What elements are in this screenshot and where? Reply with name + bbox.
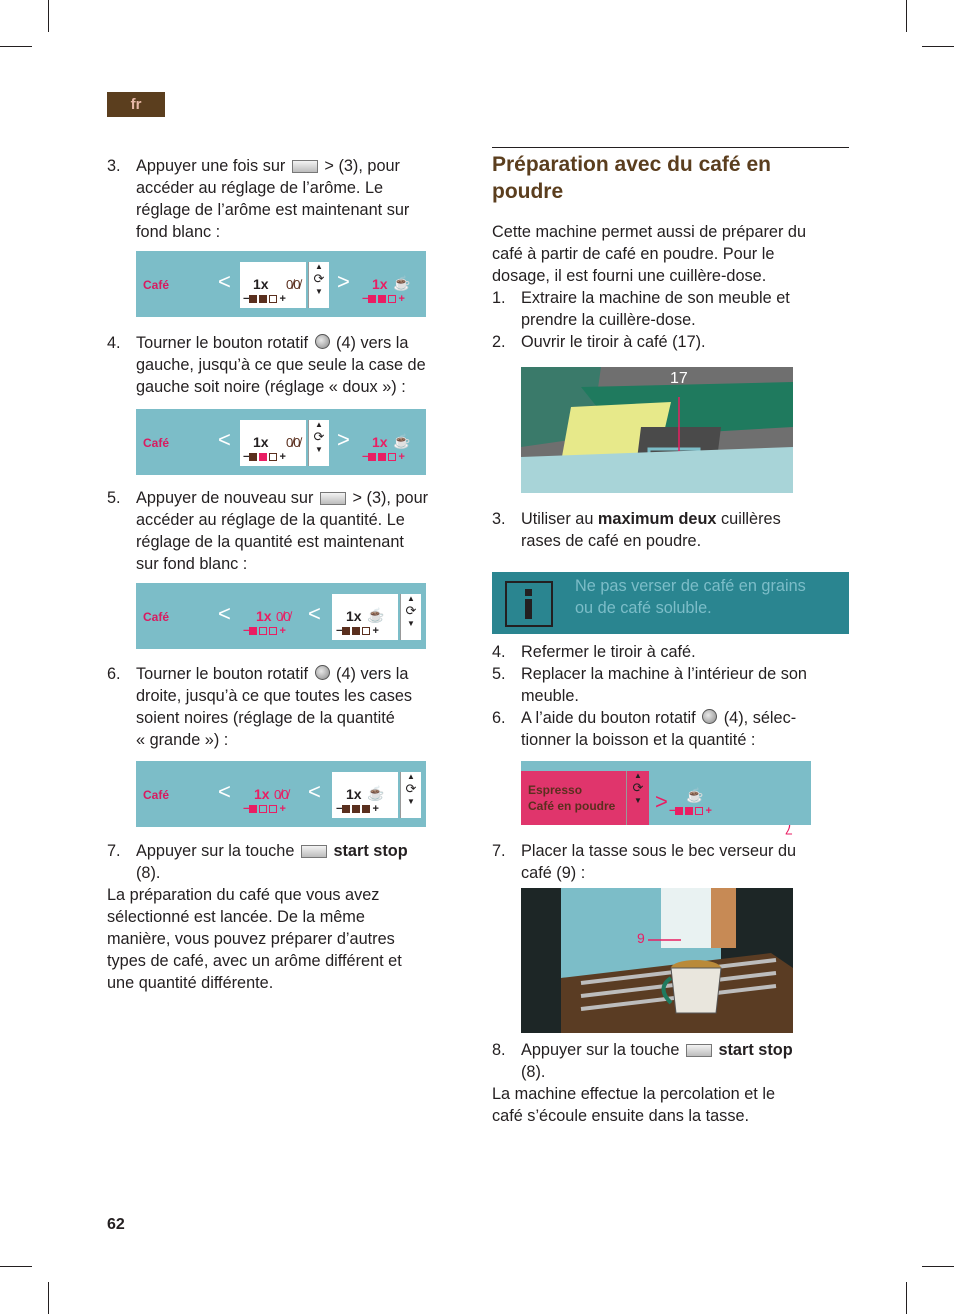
step-3 [107,155,467,243]
chevron-left-icon: < [218,779,231,804]
display-label: Café [143,610,170,624]
callout-9: 9 [637,930,645,946]
step-text: > (3), pour [352,489,429,507]
display-aroma-mild [136,409,426,475]
step-r1: 1. Extraire la machine de son meuble et prendre la cuillère-dose. [492,289,790,329]
quantity-scale: − + [362,293,405,305]
count: 1x [372,276,388,292]
step-text: gauche, jusqu’à ce que seule la case de [136,356,426,374]
step-number: 6. [107,665,121,683]
button-icon [292,160,318,173]
page-number: 62 [107,1216,125,1233]
crop-mark [922,1266,954,1267]
scroll-bar: ▲ ⟳ ▼ [400,772,421,818]
rotary-knob-icon [315,665,330,680]
scroll-bar: ▲ ⟳ ▼ [626,771,649,825]
chevron-left-icon: < [218,427,231,452]
language-tab: fr [107,92,165,117]
step-number: 4. [107,334,121,352]
display-quantity-selected [136,583,426,649]
coffee-drawer-figure [521,367,793,493]
drink-line-2: Café en poudre [528,799,616,813]
quantity-scale: − + [336,803,379,815]
strength-scale: − + [243,625,286,637]
chevron-right-icon: > [337,427,350,452]
beans-icon: 0̸0̸ [286,435,301,450]
display-label: Café [143,278,170,292]
count: 1x [256,608,272,624]
step-r5: 5. Replacer la machine à l’intérieur de son meuble. [492,665,807,705]
strength-scale: − + [243,451,286,463]
strength-scale: − + [243,293,286,305]
crop-mark [922,46,954,47]
step-7 [107,840,467,884]
step-number: 5. [107,489,121,507]
count: 1x [253,434,269,450]
info-box: Ne pas verser de café en grains ou de café soluble. [492,572,849,634]
cup-icon: ☕ [393,275,411,291]
count: 1x [254,786,270,802]
scroll-bar: ▲ ⟳ ▼ [308,420,329,466]
drink-line-1: Espresso [528,783,583,797]
crop-mark [48,0,49,32]
count: 1x [372,434,388,450]
chevron-left-icon: < [308,601,321,626]
section-rule [492,147,849,148]
scroll-bar: ▲ ⟳ ▼ [308,262,329,308]
strength-scale: − + [243,803,286,815]
step-6 [107,663,467,751]
step-text: réglage de la quantité est maintenant [136,533,404,551]
chevron-right-icon: > [655,789,668,814]
cup-icon: ☕ [393,433,411,449]
step-text: > (3), pour [324,157,400,175]
step-text: Tourner le bouton rotatif [136,665,308,683]
beans-icon: 0̸0̸ [286,277,301,292]
step-r3: 3. Utiliser au maximum deux cuillères rases de café en poudre. [492,510,781,550]
start-stop-label: start stop [333,842,408,860]
step-text: accéder au réglage de la quantité. Le [136,511,405,529]
crop-mark [906,0,907,32]
step-text: (4) vers la [336,334,409,352]
button-icon [301,845,327,858]
display-label: Café [143,436,170,450]
step-text: Appuyer une fois sur [136,157,286,175]
step-r8: 8. Appuyer sur la touche start stop (8). [492,1041,793,1081]
cup-icon: ☕ [367,785,385,801]
count: 1x [253,276,269,292]
step-text: droite, jusqu’à ce que toutes les cases [136,687,413,705]
crop-mark [0,46,32,47]
chevron-left-icon: < [308,779,321,804]
left-paragraph: La préparation du café que vous avez sélectionné est lancée. De la même manière, vous pouvez préparer d’autres types de café, avec un arôme différent et une quantité différente. [107,886,402,992]
count: 1x [346,786,362,802]
count: 1x [346,608,362,624]
crop-mark [48,1282,49,1314]
quantity-scale: − + [362,451,405,463]
chevron-left-icon: < [218,601,231,626]
display-label: Café [143,788,170,802]
callout-7: 7 [785,822,793,838]
step-text: (8). [136,864,161,882]
step-text: Appuyer de nouveau sur [136,489,314,507]
quantity-scale: − + [669,805,712,817]
step-text: accéder au réglage de l’arôme. Le [136,179,384,197]
crop-mark [0,1266,32,1267]
step-4 [107,332,467,398]
info-icon [505,581,553,627]
step-r4: 4. Refermer le tiroir à café. [492,643,696,661]
step-5 [107,487,467,575]
chevron-left-icon: < [218,269,231,294]
step-r6: 6. A l’aide du bouton rotatif (4), sélec- tionner la boisson et la quantité : [492,709,797,749]
display-espresso [521,761,811,825]
beans-icon: 0̸0̸ [274,787,289,802]
cup-under-spout-figure [521,888,793,1033]
step-text: (4) vers la [336,665,409,683]
chevron-right-icon: > [337,269,350,294]
button-icon [686,1044,712,1057]
cup-icon: ☕ [686,787,704,803]
callout-17: 17 [670,370,688,387]
quantity-scale: − + [336,625,379,637]
scroll-bar: ▲ ⟳ ▼ [400,594,421,640]
step-r2: 2. Ouvrir le tiroir à café (17). [492,333,706,351]
step-text: « grande ») : [136,731,229,749]
step-text: fond blanc : [136,223,221,241]
step-number: 7. [107,842,121,860]
beans-icon: 0̸0̸ [276,609,291,624]
right-paragraph: La machine effectue la percolation et le café s’écoule ensuite dans la tasse. [492,1085,775,1125]
step-text: réglage de l’arôme est maintenant sur [136,201,410,219]
step-text: soient noires (réglage de la quantité [136,709,395,727]
cup-icon: ☕ [367,607,385,623]
section-title: Préparation avec du café en poudre [492,153,771,203]
step-text: sur fond blanc : [136,555,248,573]
step-text: Appuyer sur la touche [136,842,295,860]
step-text: Tourner le bouton rotatif [136,334,308,352]
rotary-knob-icon [702,709,717,724]
button-icon [320,492,346,505]
display-quantity-large [136,761,426,827]
crop-mark [906,1282,907,1314]
step-text: gauche soit noire (réglage « doux ») : [136,378,406,396]
intro-paragraph: Cette machine permet aussi de préparer du café à partir de café en poudre. Pour le dosage, il est fourni une cuillère-dose. [492,223,807,285]
rotary-knob-icon [315,334,330,349]
step-number: 3. [107,157,121,175]
step-r7: 7. Placer la tasse sous le bec verseur du café (9) : [492,842,797,882]
display-aroma-selected [136,251,426,317]
